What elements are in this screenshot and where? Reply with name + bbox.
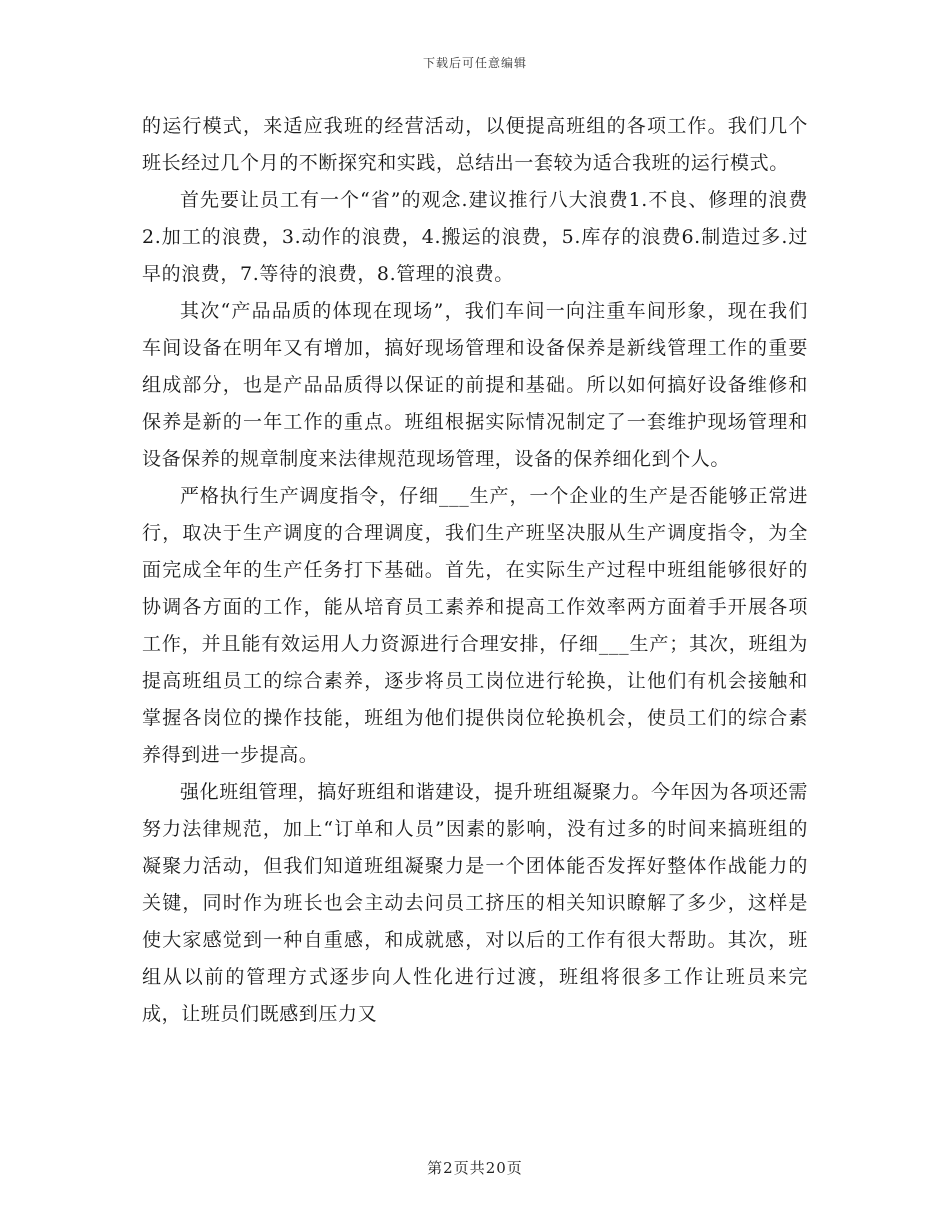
- page-footer: 第2页共20页: [427, 1159, 523, 1177]
- paragraph-scheduling: 严格执行生产调度指令，仔细___生产，一个企业的生产是否能够正常进行，取决于生产调度的合理调度，我们生产班坚决服从生产调度指令，为全面完成全年的生产任务打下基础。首先，在实际生产过程中班组能够很好的协调各方面的工作，能从培育员工素养和提高工作效率两方面着手开展各项工作，并且能有效运用人力资源进行合理安排，仔细___生产；其次，班组为提高班组员工的综合素养，逐步将员工岗位进行轮换，让他们有机会接触和掌握各岗位的操作技能，班组为他们提供岗位轮换机会，使员工们的综合素养得到进一步提高。: [142, 485, 808, 766]
- page-header: 下载后可任意编辑: [422, 56, 527, 70]
- paragraph-quality: 其次“产品品质的体现在现场”，我们车间一向注重车间形象，现在我们车间设备在明年又有增加，搞好现场管理和设备保养是新线管理工作的重要组成部分，也是产品品质得以保证的前提和基础。所以如何搞好设备维修和保养是新的一年工作的重点。班组根据实际情况制定了一套维护现场管理和设备保养的规章制度来法律规范现场管理，设备的保养细化到个人。: [142, 300, 808, 470]
- paragraph-team-management: 强化班组管理，搞好班组和谐建设，提升班组凝聚力。今年因为各项还需努力法律规范，加上“订单和人员”因素的影响，没有过多的时间来搞班组的凝聚力活动，但我们知道班组凝聚力是一个团体能否发挥好整体作战能力的关键，同时作为班长也会主动去问员工挤压的相关知识瞭解了多少，这样是使大家感觉到一种自重感，和成就感，对以后的工作有很大帮助。其次，班组从以前的管理方式逐步向人性化进行过渡，班组将很多工作让班员来完成，让班员们既感到压力又: [142, 781, 808, 1025]
- document-body: [142, 108, 808, 1033]
- paragraph-continuation: 的运行模式，来适应我班的经营活动，以便提高班组的各项工作。我们几个班长经过几个月的不断探究和实践，总结出一套较为适合我班的运行模式。: [142, 115, 808, 174]
- paragraph-waste: 首先要让员工有一个“省”的观念.建议推行八大浪费1.不良、修理的浪费2.加工的浪费，3.动作的浪费，4.搬运的浪费，5.库存的浪费6.制造过多.过早的浪费，7.等待的浪费，8.管理的浪费。: [142, 189, 808, 285]
